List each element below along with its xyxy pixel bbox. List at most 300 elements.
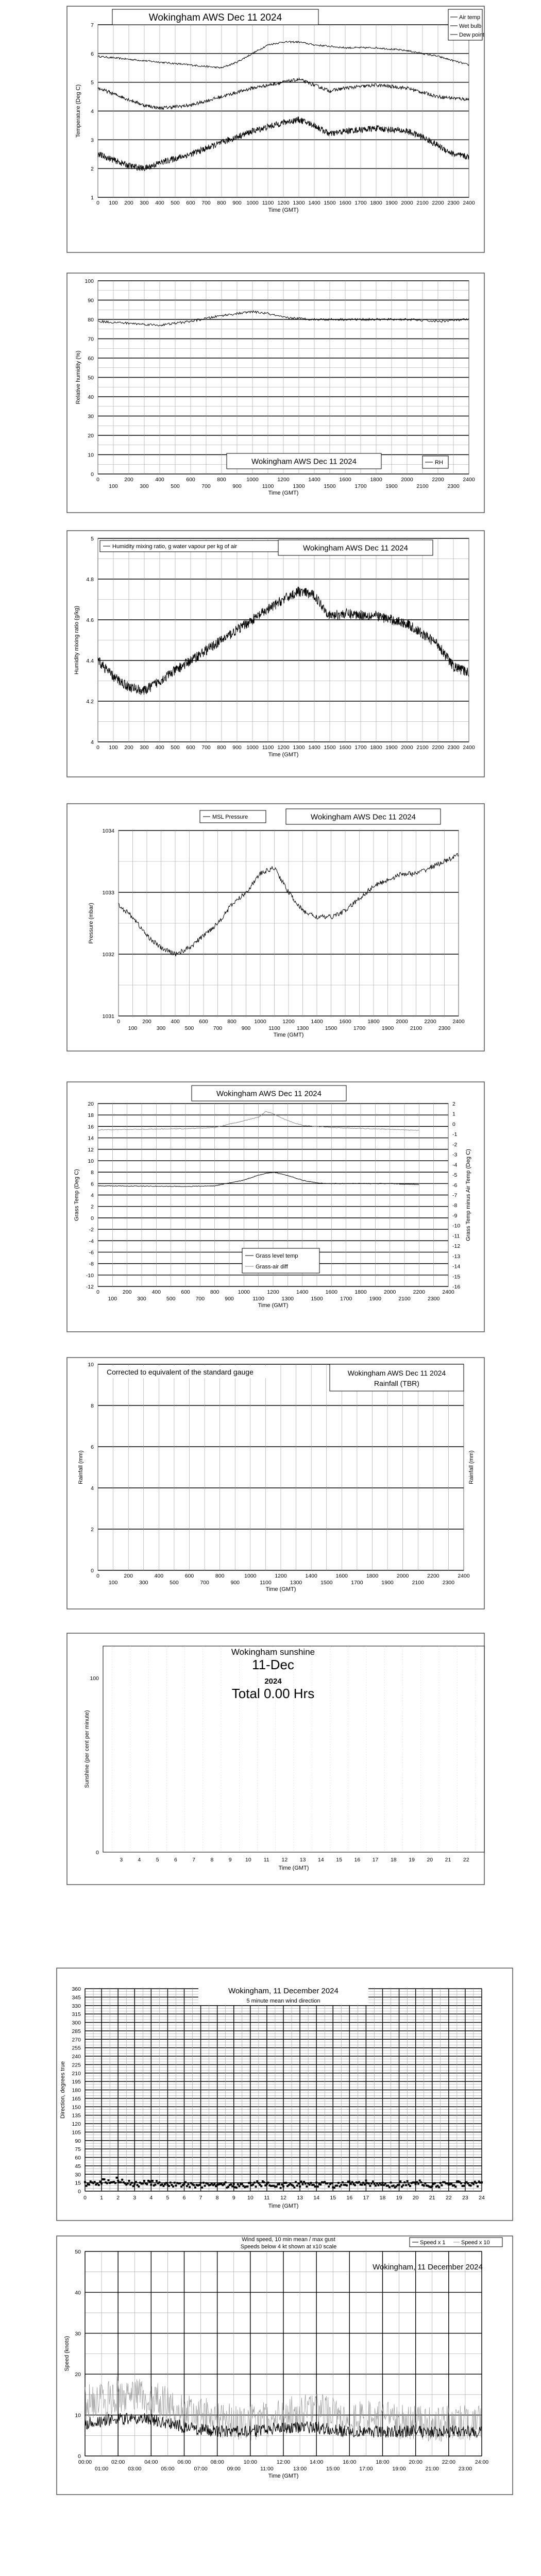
- wind-direction-xtick-label: 9: [232, 2195, 235, 2201]
- pressure-xtick-label: 300: [156, 1025, 166, 1031]
- wind-direction-point: [365, 2180, 367, 2182]
- wind-speed-xtick-label: 11:00: [260, 2466, 274, 2472]
- rain-x-axis-label: Time (GMT): [265, 1586, 296, 1592]
- mixing-ratio-xtick-label: 1300: [293, 744, 305, 751]
- wind-direction-xtick-label: 13: [297, 2195, 303, 2201]
- wind-speed-xtick-label: 15:00: [326, 2466, 340, 2472]
- pressure-xtick-label: 600: [199, 1019, 208, 1025]
- temperature-xtick-label: 1800: [370, 200, 382, 206]
- humidity-xtick-label: 700: [201, 483, 211, 489]
- wind-speed-xtick-label: 02:00: [111, 2459, 125, 2465]
- wind-direction-ytick-label: 300: [72, 2020, 81, 2026]
- wind-direction-point: [402, 2184, 404, 2186]
- temperature-xtick-label: 1000: [246, 200, 259, 206]
- grass-y-axis-label: Grass Temp (Deg C): [74, 1169, 80, 1221]
- wind-speed-xtick-label: 07:00: [194, 2466, 208, 2472]
- humidity-xtick-label: 2000: [401, 477, 413, 483]
- temperature-xtick-label: 2100: [416, 200, 429, 206]
- mixing-ratio-ytick-label: 4.2: [86, 699, 94, 705]
- wind-speed-xtick-label: 10:00: [243, 2459, 257, 2465]
- pressure-xtick-label: 1400: [311, 1019, 323, 1025]
- grass-xtick-label: 1800: [354, 1289, 367, 1295]
- temperature-y-axis-label: Temperature (Deg C): [75, 84, 81, 138]
- wind-direction-point: [431, 2185, 433, 2188]
- wind-direction-point: [150, 2184, 152, 2186]
- wind-direction-point: [382, 2182, 384, 2184]
- wind-direction-point: [138, 2185, 140, 2188]
- rain-xtick-label: 600: [184, 1573, 194, 1579]
- rain-xtick-label: 2400: [458, 1573, 470, 1579]
- temperature-ytick-label: 7: [91, 22, 94, 28]
- wind-direction-point: [354, 2184, 356, 2186]
- pressure-xtick-label: 1000: [254, 1019, 266, 1025]
- mixing-ratio-legend-label: Humidity mixing ratio, g water vapour per kg of air: [112, 544, 238, 550]
- grass-legend-label: Grass level temp: [256, 1253, 298, 1259]
- temperature-xtick-label: 2000: [401, 200, 413, 206]
- grass-xtick-label: 0: [96, 1289, 99, 1295]
- sunshine-xtick-label: 4: [138, 1857, 141, 1863]
- temperature-xtick-label: 2400: [463, 200, 475, 206]
- temperature-xtick-label: 400: [155, 200, 164, 206]
- grass-ytick-label: 12: [88, 1146, 94, 1153]
- grass-y2tick-label: -7: [452, 1192, 458, 1199]
- pressure-xtick-label: 0: [117, 1019, 120, 1025]
- wind-speed-xtick-label: 03:00: [128, 2466, 142, 2472]
- wind-direction-point: [372, 2180, 374, 2182]
- wind-direction-point: [282, 2185, 284, 2188]
- wind-speed-xtick-label: 19:00: [392, 2466, 406, 2472]
- wind-direction-point: [165, 2182, 167, 2184]
- grass-xtick-label: 1900: [369, 1296, 382, 1302]
- temperature-legend-label: Air temp: [459, 14, 480, 21]
- rain-xtick-label: 300: [139, 1580, 148, 1586]
- temperature-ytick-label: 5: [91, 79, 94, 86]
- wind-direction-point: [88, 2183, 90, 2185]
- rain-xtick-label: 1900: [381, 1580, 394, 1586]
- wind-direction-point: [184, 2181, 187, 2183]
- grass-ytick-label: 2: [91, 1204, 94, 1210]
- sunshine-xtick-label: 5: [156, 1857, 159, 1863]
- sunshine-xtick-label: 14: [318, 1857, 324, 1863]
- mixing-ratio-xtick-label: 100: [109, 744, 118, 751]
- humidity-xtick-label: 1200: [277, 477, 290, 483]
- wind-direction-point: [100, 2182, 103, 2184]
- wind-direction-point: [305, 2182, 307, 2184]
- grass-xtick-label: 1000: [238, 1289, 250, 1295]
- grass-xtick-label: 2200: [413, 1289, 426, 1295]
- grass-ytick-label: 0: [91, 1215, 94, 1222]
- rain-xtick-label: 800: [215, 1573, 225, 1579]
- wind-direction-point: [398, 2184, 400, 2186]
- grass-ytick-label: -6: [89, 1249, 94, 1256]
- wind-speed-title: Wokingham, 11 December 2024: [373, 2263, 483, 2272]
- wind-speed-xtick-label: 16:00: [343, 2459, 357, 2465]
- wind-direction-ytick-label: 105: [72, 2129, 81, 2136]
- mixing-ratio-xtick-label: 800: [217, 744, 226, 751]
- grass-y2tick-label: -12: [452, 1243, 461, 1250]
- sunshine-xtick-label: 18: [390, 1857, 397, 1863]
- mixing-ratio-xtick-label: 500: [171, 744, 180, 751]
- wind-direction-ytick-label: 15: [75, 2180, 81, 2187]
- rain-xtick-label: 1700: [351, 1580, 363, 1586]
- mixing-ratio-xtick-label: 200: [124, 744, 133, 751]
- wind-direction-point: [351, 2181, 353, 2183]
- pressure-xtick-label: 2400: [452, 1019, 465, 1025]
- wind-direction-point: [481, 2181, 483, 2183]
- wind-direction-ytick-label: 270: [72, 2037, 81, 2043]
- wind-direction-point: [337, 2182, 340, 2184]
- temperature-xtick-label: 2200: [432, 200, 444, 206]
- sunshine-xtick-label: 22: [463, 1857, 469, 1863]
- grass-ytick-label: -12: [86, 1284, 94, 1290]
- grass-ytick-label: 20: [88, 1101, 94, 1107]
- pressure-xtick-label: 400: [171, 1019, 180, 1025]
- wind-direction-point: [186, 2185, 188, 2187]
- humidity-legend-label: RH: [435, 460, 443, 466]
- mixing-ratio-xtick-label: 1400: [308, 744, 320, 751]
- grass-xtick-label: 2300: [427, 1296, 440, 1302]
- wind-direction-point: [403, 2181, 405, 2183]
- temperature-xtick-label: 1400: [308, 200, 320, 206]
- pressure-xtick-label: 2000: [396, 1019, 408, 1025]
- rain-xtick-label: 1400: [305, 1573, 317, 1579]
- temperature-xtick-label: 2300: [447, 200, 460, 206]
- grass-ytick-label: 18: [88, 1112, 94, 1119]
- sunshine-xtick-label: 12: [281, 1857, 288, 1863]
- sunshine-xtick-label: 17: [372, 1857, 379, 1863]
- wind-direction-point: [106, 2182, 108, 2184]
- wind-direction-ytick-label: 120: [72, 2121, 81, 2127]
- wind-direction-title: Wokingham, 11 December 2024: [228, 1987, 339, 1995]
- grass-ytick-label: 16: [88, 1124, 94, 1130]
- wind-speed-xtick-label: 21:00: [425, 2466, 439, 2472]
- wind-direction-xtick-label: 15: [330, 2195, 336, 2201]
- mixing-ratio-xtick-label: 1600: [339, 744, 351, 751]
- wind-direction-ytick-label: 90: [75, 2138, 81, 2144]
- rain-xtick-label: 1100: [260, 1580, 272, 1586]
- wind-direction-point: [301, 2183, 303, 2185]
- wind-direction-xtick-label: 7: [199, 2195, 202, 2201]
- wind-direction-point: [200, 2182, 202, 2184]
- pressure-ytick-label: 1033: [102, 890, 114, 896]
- rain-xtick-label: 400: [154, 1573, 164, 1579]
- wind-direction-ytick-label: 45: [75, 2163, 81, 2170]
- wind-direction-ytick-label: 330: [72, 2003, 81, 2009]
- pressure-xtick-label: 2100: [410, 1025, 422, 1031]
- temperature-x-axis-label: Time (GMT): [268, 207, 299, 213]
- wind-speed-legend-label: Speed x 1: [420, 2240, 446, 2246]
- wind-direction-point: [193, 2184, 195, 2186]
- rain-xtick-label: 1500: [320, 1580, 333, 1586]
- humidity-ytick-label: 50: [88, 375, 94, 381]
- wind-direction-point: [238, 2185, 240, 2188]
- humidity-ytick-label: 60: [88, 355, 94, 362]
- sunshine-date: 11-Dec: [252, 1657, 294, 1672]
- humidity-ytick-label: 40: [88, 394, 94, 400]
- wind-direction-point: [370, 2182, 373, 2184]
- wind-direction-point: [175, 2184, 177, 2187]
- grass-y2tick-label: -1: [452, 1131, 458, 1138]
- wind-speed-xtick-label: 20:00: [409, 2459, 422, 2465]
- wind-speed-ytick-label: 30: [75, 2330, 81, 2337]
- wind-speed-x-axis-label: Time (GMT): [268, 2473, 299, 2479]
- wind-direction-point: [149, 2180, 151, 2182]
- mixing-ratio-xtick-label: 2200: [432, 744, 444, 751]
- sunshine-xtick-label: 8: [210, 1857, 214, 1863]
- sunshine-xtick-label: 19: [409, 1857, 415, 1863]
- temperature-xtick-label: 800: [217, 200, 226, 206]
- wind-direction-ytick-label: 30: [75, 2172, 81, 2178]
- grass-xtick-label: 1200: [267, 1289, 279, 1295]
- temperature-xtick-label: 1500: [324, 200, 336, 206]
- wind-direction-point: [143, 2180, 145, 2182]
- pressure-ytick-label: 1034: [102, 828, 114, 834]
- wind-direction-point: [328, 2185, 330, 2188]
- wind-direction-point: [477, 2185, 479, 2188]
- wind-direction-point: [201, 2187, 203, 2189]
- wind-direction-point: [417, 2183, 419, 2185]
- temperature-legend-label: Dew point: [459, 32, 484, 38]
- grass-title: Wokingham AWS Dec 11 2024: [216, 1089, 322, 1098]
- wind-direction-point: [377, 2184, 379, 2187]
- wind-direction-point: [441, 2184, 443, 2187]
- grass-xtick-label: 700: [195, 1296, 205, 1302]
- mixing-ratio-y-axis-label: Humidity mixing ratio (g/kg): [74, 605, 80, 675]
- wind-direction-point: [120, 2181, 122, 2183]
- rain-y-axis-label: Rainfall (mm): [78, 1450, 84, 1484]
- grass-y2tick-label: -15: [452, 1274, 461, 1280]
- wind-direction-point: [202, 2182, 205, 2184]
- wind-direction-xtick-label: 4: [149, 2195, 153, 2201]
- wind-speed-xtick-label: 14:00: [310, 2459, 324, 2465]
- temperature-xtick-label: 1900: [385, 200, 398, 206]
- wind-direction-ytick-label: 75: [75, 2146, 81, 2153]
- rain-subtitle: Rainfall (TBR): [374, 1379, 419, 1387]
- wind-direction-point: [115, 2177, 117, 2179]
- mixing-ratio-xtick-label: 1900: [385, 744, 398, 751]
- wind-direction-point: [235, 2187, 238, 2189]
- wind-direction-point: [227, 2186, 229, 2188]
- temperature-ytick-label: 2: [91, 166, 94, 173]
- grass-xtick-label: 500: [166, 1296, 176, 1302]
- grass-y2tick-label: -13: [452, 1253, 461, 1260]
- rain-note: Corrected to equivalent of the standard gauge: [107, 1368, 253, 1376]
- wind-direction-point: [295, 2181, 297, 2183]
- wind-direction-point: [94, 2181, 96, 2183]
- wind-direction-point: [132, 2185, 134, 2187]
- sunshine-y-axis-label: Sunshine (per cent per minute): [84, 1710, 90, 1788]
- pressure-xtick-label: 700: [213, 1025, 223, 1031]
- wind-direction-ytick-label: 360: [72, 1986, 81, 1992]
- wind-speed-ytick-label: 0: [78, 2453, 81, 2460]
- mixing-ratio-xtick-label: 2400: [463, 744, 475, 751]
- humidity-xtick-label: 100: [109, 483, 118, 489]
- wind-direction-xtick-label: 2: [116, 2195, 120, 2201]
- pressure-xtick-label: 1800: [367, 1019, 380, 1025]
- wind-direction-point: [237, 2183, 239, 2185]
- temperature-legend-label: Wet bulb: [459, 23, 482, 29]
- pressure-xtick-label: 2200: [424, 1019, 436, 1025]
- grass-ytick-label: 6: [91, 1181, 94, 1188]
- wind-direction-point: [348, 2181, 350, 2183]
- wind-direction-point: [233, 2183, 235, 2185]
- wind-direction-point: [156, 2180, 158, 2182]
- mixing-ratio-ytick-label: 4.8: [86, 577, 94, 583]
- wind-direction-point: [249, 2182, 251, 2184]
- grass-xtick-label: 800: [210, 1289, 219, 1295]
- wind-direction-point: [361, 2184, 363, 2186]
- wind-direction-ytick-label: 255: [72, 2045, 81, 2052]
- wind-speed-xtick-label: 04:00: [144, 2459, 158, 2465]
- wind-speed-note: Speeds below 4 kt shown at x10 scale: [240, 2244, 337, 2250]
- wind-direction-point: [276, 2185, 278, 2188]
- wind-direction-xtick-label: 18: [379, 2195, 386, 2201]
- wind-direction-xtick-label: 1: [100, 2195, 104, 2201]
- wind-direction-point: [309, 2183, 311, 2185]
- humidity-xtick-label: 1000: [246, 477, 259, 483]
- wind-direction-y-axis-label: Direction, degrees true: [60, 2061, 66, 2119]
- wind-direction-point: [390, 2181, 392, 2183]
- wind-direction-point: [188, 2183, 190, 2185]
- grass-y2tick-label: -8: [452, 1202, 458, 1209]
- wind-direction-point: [225, 2181, 227, 2183]
- wind-direction-point: [306, 2185, 308, 2188]
- wind-direction-point: [194, 2187, 196, 2189]
- wind-direction-point: [331, 2182, 333, 2184]
- wind-direction-point: [423, 2184, 425, 2187]
- sunshine-xtick-label: 9: [228, 1857, 232, 1863]
- humidity-xtick-label: 600: [186, 477, 195, 483]
- wind-direction-point: [296, 2184, 298, 2187]
- humidity-xtick-label: 1300: [293, 483, 305, 489]
- wind-direction-point: [281, 2183, 283, 2185]
- wind-direction-point: [183, 2183, 185, 2185]
- rain-xtick-label: 1000: [244, 1573, 257, 1579]
- rain-ytick-label: 6: [91, 1444, 94, 1450]
- temperature-xtick-label: 100: [109, 200, 118, 206]
- wind-direction-point: [278, 2183, 280, 2185]
- grass-xtick-label: 1100: [252, 1296, 264, 1302]
- grass-y2tick-label: -5: [452, 1172, 458, 1179]
- wind-direction-point: [310, 2182, 312, 2184]
- pressure-xtick-label: 1600: [339, 1019, 351, 1025]
- wind-direction-point: [213, 2183, 215, 2185]
- temperature-title: Wokingham AWS Dec 11 2024: [148, 12, 282, 23]
- humidity-xtick-label: 2300: [447, 483, 460, 489]
- wind-speed-xtick-label: 13:00: [293, 2466, 307, 2472]
- wind-direction-point: [303, 2181, 305, 2183]
- humidity-x-axis-label: Time (GMT): [268, 490, 299, 496]
- pressure-ytick-label: 1032: [102, 952, 114, 958]
- wind-direction-point: [151, 2180, 154, 2182]
- pressure-xtick-label: 1200: [282, 1019, 295, 1025]
- wind-direction-xtick-label: 14: [313, 2195, 320, 2201]
- grass-ytick-label: -4: [89, 1238, 94, 1245]
- wind-speed-xtick-label: 12:00: [276, 2459, 291, 2465]
- wind-direction-point: [255, 2185, 257, 2188]
- humidity-title: Wokingham AWS Dec 11 2024: [251, 457, 357, 466]
- wind-direction-ytick-label: 345: [72, 1994, 81, 2001]
- rain-xtick-label: 2300: [442, 1580, 455, 1586]
- temperature-xtick-label: 500: [171, 200, 180, 206]
- grass-y2tick-label: -6: [452, 1182, 458, 1189]
- wind-speed-ytick-label: 40: [75, 2290, 81, 2296]
- grass-xtick-label: 200: [122, 1289, 132, 1295]
- grass-xtick-label: 100: [108, 1296, 117, 1302]
- wind-direction-point: [162, 2185, 164, 2187]
- wind-direction-point: [263, 2181, 265, 2183]
- mixing-ratio-ytick-label: 4.4: [86, 658, 94, 664]
- wind-direction-point: [342, 2181, 344, 2183]
- wind-direction-point: [231, 2185, 233, 2188]
- grass-xtick-label: 900: [225, 1296, 234, 1302]
- grass-y2tick-label: 1: [452, 1111, 455, 1117]
- wind-direction-point: [267, 2182, 269, 2184]
- wind-direction-xtick-label: 22: [445, 2195, 452, 2201]
- wind-direction-point: [375, 2184, 377, 2187]
- temperature-ytick-label: 6: [91, 50, 94, 57]
- wind-direction-point: [384, 2182, 386, 2184]
- mixing-ratio-ytick-label: 5: [91, 536, 94, 542]
- humidity-xtick-label: 2200: [432, 477, 444, 483]
- grid-layer: [85, 25, 484, 2456]
- wind-direction-point: [369, 2185, 371, 2187]
- rain-ytick-label: 0: [91, 1568, 94, 1574]
- wind-speed-xtick-label: 22:00: [442, 2459, 455, 2465]
- wind-direction-point: [475, 2182, 477, 2184]
- sunshine-xtick-label: 16: [354, 1857, 361, 1863]
- wind-direction-point: [388, 2186, 391, 2188]
- grass-y2tick-label: -2: [452, 1141, 458, 1148]
- humidity-y-axis-label: Relative humidity (%): [75, 350, 81, 404]
- wind-direction-xtick-label: 0: [83, 2195, 87, 2201]
- mixing-ratio-xtick-label: 400: [155, 744, 164, 751]
- grass-ytick-label: 10: [88, 1158, 94, 1164]
- wind-direction-ytick-label: 150: [72, 2104, 81, 2111]
- rain-xtick-label: 900: [230, 1580, 240, 1586]
- rain-ytick-label: 4: [91, 1485, 94, 1492]
- wind-speed-y-axis-label: Speed (knots): [64, 2336, 70, 2371]
- wind-direction-point: [333, 2187, 335, 2189]
- wind-direction-point: [84, 2181, 86, 2183]
- wind-speed-xtick-label: 06:00: [177, 2459, 191, 2465]
- wind-speed-xtick-label: 23:00: [458, 2466, 472, 2472]
- wind-direction-point: [405, 2184, 407, 2186]
- temperature-xtick-label: 1200: [277, 200, 290, 206]
- humidity-xtick-label: 200: [124, 477, 133, 483]
- temperature-xtick-label: 300: [140, 200, 149, 206]
- wind-direction-point: [434, 2182, 436, 2184]
- wind-direction-point: [470, 2184, 472, 2187]
- wind-direction-point: [170, 2181, 172, 2183]
- wind-direction-point: [114, 2182, 116, 2184]
- wind-direction-xtick-label: 24: [479, 2195, 485, 2201]
- rain-xtick-label: 1200: [275, 1573, 287, 1579]
- sunshine-xtick-label: 3: [120, 1857, 123, 1863]
- pressure-xtick-label: 1700: [353, 1025, 366, 1031]
- mixing-ratio-xtick-label: 0: [96, 744, 99, 751]
- wind-direction-point: [399, 2180, 401, 2182]
- wind-direction-ytick-label: 135: [72, 2112, 81, 2119]
- grass-xtick-label: 1500: [311, 1296, 323, 1302]
- grass-y2tick-label: -16: [452, 1284, 461, 1290]
- rain-title: Wokingham AWS Dec 11 2024: [347, 1369, 446, 1377]
- wind-direction-xtick-label: 5: [166, 2195, 170, 2201]
- wind-speed-subtitle: Wind speed, 10 min mean / max gust: [242, 2236, 335, 2243]
- humidity-ytick-label: 30: [88, 413, 94, 420]
- humidity-xtick-label: 1900: [385, 483, 398, 489]
- mixing-ratio-ytick-label: 4: [91, 739, 94, 745]
